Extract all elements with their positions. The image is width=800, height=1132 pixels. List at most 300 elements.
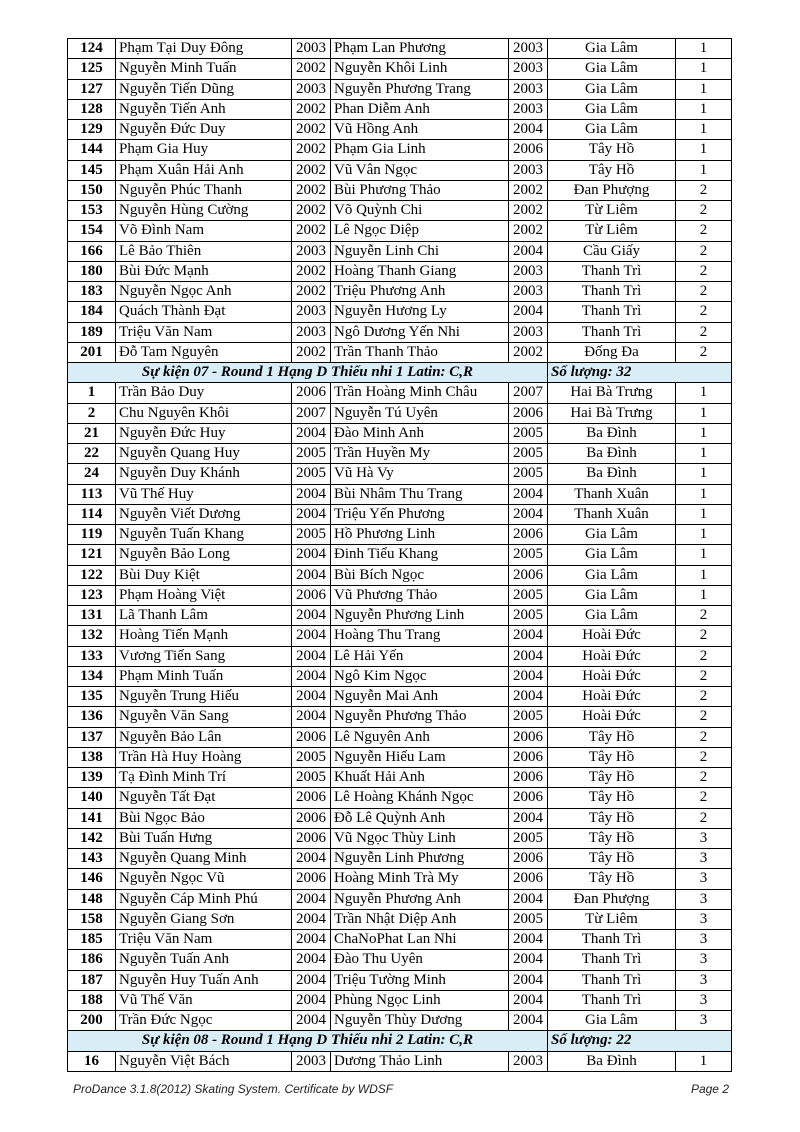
club-name: Gia Lâm xyxy=(548,39,676,59)
male-birth-year: 2006 xyxy=(292,585,331,605)
table-row xyxy=(68,261,732,281)
table-row xyxy=(68,626,732,646)
table-row xyxy=(68,1011,732,1031)
female-birth-year: 2004 xyxy=(509,1011,548,1031)
table-row xyxy=(68,687,732,707)
couple-number: 189 xyxy=(68,322,116,342)
female-birth-year: 2004 xyxy=(509,889,548,909)
club-name: Ba Đình xyxy=(548,464,676,484)
club-name: Tây Hồ xyxy=(548,160,676,180)
heat-group: 2 xyxy=(676,241,732,261)
couple-number: 140 xyxy=(68,788,116,808)
female-birth-year: 2004 xyxy=(509,970,548,990)
female-birth-year: 2003 xyxy=(509,79,548,99)
male-birth-year: 2007 xyxy=(292,403,331,423)
table-row xyxy=(68,768,732,788)
male-birth-year: 2004 xyxy=(292,626,331,646)
heat-group: 1 xyxy=(676,504,732,524)
male-birth-year: 2004 xyxy=(292,1011,331,1031)
male-dancer-name: Triệu Văn Nam xyxy=(116,322,292,342)
heat-group: 2 xyxy=(676,201,732,221)
female-dancer-name: Nguyễn Khôi Linh xyxy=(331,59,509,79)
female-dancer-name: Nguyễn Phương Thảo xyxy=(331,707,509,727)
male-dancer-name: Vũ Thế Văn xyxy=(116,990,292,1010)
female-birth-year: 2004 xyxy=(509,504,548,524)
couple-number: 134 xyxy=(68,666,116,686)
female-birth-year: 2006 xyxy=(509,788,548,808)
male-birth-year: 2004 xyxy=(292,666,331,686)
female-birth-year: 2003 xyxy=(509,59,548,79)
heat-group: 3 xyxy=(676,909,732,929)
male-birth-year: 2003 xyxy=(292,79,331,99)
female-dancer-name: Đào Minh Anh xyxy=(331,423,509,443)
table-row xyxy=(68,889,732,909)
female-dancer-name: Nguyễn Phương Anh xyxy=(331,889,509,909)
female-dancer-name: Trần Nhật Diệp Anh xyxy=(331,909,509,929)
table-row xyxy=(68,342,732,362)
heat-group: 2 xyxy=(676,322,732,342)
male-dancer-name: Chu Nguyên Khôi xyxy=(116,403,292,423)
club-name: Ba Đình xyxy=(548,444,676,464)
male-dancer-name: Nguyễn Hùng Cường xyxy=(116,201,292,221)
heat-group: 2 xyxy=(676,687,732,707)
male-birth-year: 2003 xyxy=(292,39,331,59)
male-dancer-name: Phạm Tại Duy Đông xyxy=(116,39,292,59)
club-name: Thanh Trì xyxy=(548,282,676,302)
couple-number: 158 xyxy=(68,909,116,929)
table-row xyxy=(68,869,732,889)
male-dancer-name: Nguyễn Việt Bách xyxy=(116,1051,292,1071)
heat-group: 2 xyxy=(676,261,732,281)
female-dancer-name: Triệu Phương Anh xyxy=(331,282,509,302)
heat-group: 1 xyxy=(676,423,732,443)
table-row xyxy=(68,79,732,99)
female-dancer-name: Lê Hoàng Khánh Ngọc xyxy=(331,788,509,808)
male-birth-year: 2002 xyxy=(292,140,331,160)
table-row xyxy=(68,646,732,666)
female-birth-year: 2005 xyxy=(509,707,548,727)
male-birth-year: 2002 xyxy=(292,59,331,79)
table-row xyxy=(68,140,732,160)
event-section-header xyxy=(68,363,732,383)
male-dancer-name: Nguyễn Ngọc Anh xyxy=(116,282,292,302)
male-birth-year: 2002 xyxy=(292,221,331,241)
table-row xyxy=(68,383,732,403)
female-birth-year: 2007 xyxy=(509,383,548,403)
male-dancer-name: Nguyễn Tiến Anh xyxy=(116,99,292,119)
table-row xyxy=(68,241,732,261)
couple-number: 188 xyxy=(68,990,116,1010)
female-birth-year: 2006 xyxy=(509,565,548,585)
female-birth-year: 2004 xyxy=(509,990,548,1010)
male-birth-year: 2004 xyxy=(292,849,331,869)
club-name: Thanh Xuân xyxy=(548,484,676,504)
table-row xyxy=(68,930,732,950)
club-name: Gia Lâm xyxy=(548,545,676,565)
heat-group: 3 xyxy=(676,828,732,848)
female-birth-year: 2003 xyxy=(509,99,548,119)
female-birth-year: 2004 xyxy=(509,626,548,646)
male-birth-year: 2002 xyxy=(292,261,331,281)
couple-number: 128 xyxy=(68,99,116,119)
table-row xyxy=(68,302,732,322)
heat-group: 3 xyxy=(676,970,732,990)
club-name: Gia Lâm xyxy=(548,606,676,626)
male-birth-year: 2003 xyxy=(292,302,331,322)
couple-number: 1 xyxy=(68,383,116,403)
female-dancer-name: Hoàng Minh Trà My xyxy=(331,869,509,889)
club-name: Hoài Đức xyxy=(548,626,676,646)
female-birth-year: 2004 xyxy=(509,687,548,707)
female-birth-year: 2004 xyxy=(509,484,548,504)
female-birth-year: 2006 xyxy=(509,768,548,788)
male-dancer-name: Vũ Thế Huy xyxy=(116,484,292,504)
male-dancer-name: Phạm Gia Huy xyxy=(116,140,292,160)
female-birth-year: 2002 xyxy=(509,201,548,221)
female-dancer-name: Trần Huyền My xyxy=(331,444,509,464)
club-name: Cầu Giấy xyxy=(548,241,676,261)
couple-number: 200 xyxy=(68,1011,116,1031)
male-birth-year: 2005 xyxy=(292,525,331,545)
table-row xyxy=(68,160,732,180)
table-row xyxy=(68,201,732,221)
couple-number: 143 xyxy=(68,849,116,869)
club-name: Thanh Trì xyxy=(548,970,676,990)
heat-group: 1 xyxy=(676,444,732,464)
male-dancer-name: Nguyễn Bảo Long xyxy=(116,545,292,565)
heat-group: 2 xyxy=(676,727,732,747)
female-birth-year: 2006 xyxy=(509,403,548,423)
heat-group: 2 xyxy=(676,747,732,767)
male-birth-year: 2004 xyxy=(292,484,331,504)
male-dancer-name: Nguyễn Trung Hiếu xyxy=(116,687,292,707)
heat-group: 3 xyxy=(676,990,732,1010)
table-row xyxy=(68,565,732,585)
female-birth-year: 2004 xyxy=(509,808,548,828)
club-name: Tây Hồ xyxy=(548,828,676,848)
female-dancer-name: ChaNoPhat Lan Nhi xyxy=(331,930,509,950)
table-row xyxy=(68,606,732,626)
table-row xyxy=(68,120,732,140)
female-birth-year: 2003 xyxy=(509,160,548,180)
female-birth-year: 2003 xyxy=(509,1051,548,1071)
female-birth-year: 2004 xyxy=(509,930,548,950)
male-birth-year: 2006 xyxy=(292,828,331,848)
couple-number: 113 xyxy=(68,484,116,504)
female-birth-year: 2006 xyxy=(509,849,548,869)
female-birth-year: 2006 xyxy=(509,140,548,160)
table-row xyxy=(68,788,732,808)
male-birth-year: 2003 xyxy=(292,1051,331,1071)
male-dancer-name: Hoàng Tiến Mạnh xyxy=(116,626,292,646)
female-dancer-name: Bùi Phương Thảo xyxy=(331,180,509,200)
female-dancer-name: Nguyễn Phương Linh xyxy=(331,606,509,626)
female-dancer-name: Nguyễn Hương Ly xyxy=(331,302,509,322)
club-name: Hai Bà Trưng xyxy=(548,383,676,403)
couple-number: 141 xyxy=(68,808,116,828)
female-dancer-name: Bùi Nhâm Thu Trang xyxy=(331,484,509,504)
table-row xyxy=(68,423,732,443)
female-dancer-name: Vũ Ngọc Thùy Linh xyxy=(331,828,509,848)
couple-number: 122 xyxy=(68,565,116,585)
heat-group: 3 xyxy=(676,869,732,889)
heat-group: 1 xyxy=(676,585,732,605)
female-birth-year: 2004 xyxy=(509,646,548,666)
male-dancer-name: Phạm Minh Tuấn xyxy=(116,666,292,686)
club-name: Từ Liêm xyxy=(548,201,676,221)
male-dancer-name: Nguyễn Quang Huy xyxy=(116,444,292,464)
male-birth-year: 2006 xyxy=(292,727,331,747)
table-row xyxy=(68,1051,732,1071)
club-name: Tây Hồ xyxy=(548,849,676,869)
heat-group: 2 xyxy=(676,808,732,828)
male-dancer-name: Phạm Xuân Hải Anh xyxy=(116,160,292,180)
couple-number: 135 xyxy=(68,687,116,707)
club-name: Thanh Xuân xyxy=(548,504,676,524)
male-birth-year: 2004 xyxy=(292,990,331,1010)
male-birth-year: 2006 xyxy=(292,808,331,828)
club-name: Gia Lâm xyxy=(548,1011,676,1031)
table-row xyxy=(68,464,732,484)
couple-number: 184 xyxy=(68,302,116,322)
club-name: Gia Lâm xyxy=(548,79,676,99)
male-birth-year: 2005 xyxy=(292,464,331,484)
club-name: Gia Lâm xyxy=(548,525,676,545)
couple-number: 144 xyxy=(68,140,116,160)
male-birth-year: 2004 xyxy=(292,687,331,707)
male-birth-year: 2006 xyxy=(292,788,331,808)
event-section-header xyxy=(68,1031,732,1051)
female-dancer-name: Nguyễn Phương Trang xyxy=(331,79,509,99)
female-dancer-name: Đỗ Lê Quỳnh Anh xyxy=(331,808,509,828)
female-dancer-name: Vũ Hồng Anh xyxy=(331,120,509,140)
couple-number: 146 xyxy=(68,869,116,889)
couple-number: 16 xyxy=(68,1051,116,1071)
heat-group: 3 xyxy=(676,849,732,869)
heat-group: 2 xyxy=(676,626,732,646)
male-dancer-name: Nguyễn Cáp Minh Phú xyxy=(116,889,292,909)
male-dancer-name: Tạ Đình Minh Trí xyxy=(116,768,292,788)
male-birth-year: 2002 xyxy=(292,160,331,180)
club-name: Thanh Trì xyxy=(548,261,676,281)
male-birth-year: 2005 xyxy=(292,768,331,788)
couple-number: 139 xyxy=(68,768,116,788)
male-birth-year: 2004 xyxy=(292,909,331,929)
club-name: Tây Hồ xyxy=(548,788,676,808)
event-title: Sự kiện 07 - Round 1 Hạng D Thiếu nhi 1 Latin: C,R xyxy=(68,363,548,383)
club-name: Hoài Đức xyxy=(548,687,676,707)
table-row xyxy=(68,849,732,869)
male-dancer-name: Bùi Duy Kiệt xyxy=(116,565,292,585)
male-dancer-name: Nguyễn Quang Minh xyxy=(116,849,292,869)
male-dancer-name: Nguyễn Minh Tuấn xyxy=(116,59,292,79)
female-birth-year: 2005 xyxy=(509,545,548,565)
club-name: Thanh Trì xyxy=(548,930,676,950)
female-birth-year: 2005 xyxy=(509,828,548,848)
female-birth-year: 2006 xyxy=(509,869,548,889)
couple-number: 154 xyxy=(68,221,116,241)
female-birth-year: 2004 xyxy=(509,666,548,686)
male-dancer-name: Lê Bảo Thiên xyxy=(116,241,292,261)
female-dancer-name: Nguyễn Tú Uyên xyxy=(331,403,509,423)
club-name: Hoài Đức xyxy=(548,646,676,666)
male-dancer-name: Triệu Văn Nam xyxy=(116,930,292,950)
couple-number: 180 xyxy=(68,261,116,281)
club-name: Đan Phượng xyxy=(548,889,676,909)
female-dancer-name: Phan Diễm Anh xyxy=(331,99,509,119)
female-birth-year: 2004 xyxy=(509,120,548,140)
couple-number: 121 xyxy=(68,545,116,565)
club-name: Thanh Trì xyxy=(548,950,676,970)
table-row xyxy=(68,504,732,524)
couple-number: 153 xyxy=(68,201,116,221)
male-dancer-name: Nguyễn Viết Dương xyxy=(116,504,292,524)
female-dancer-name: Nguyễn Linh Chi xyxy=(331,241,509,261)
male-dancer-name: Nguyễn Tuấn Anh xyxy=(116,950,292,970)
table-row xyxy=(68,282,732,302)
male-birth-year: 2004 xyxy=(292,646,331,666)
table-row xyxy=(68,828,732,848)
heat-group: 1 xyxy=(676,99,732,119)
male-birth-year: 2004 xyxy=(292,545,331,565)
table-row xyxy=(68,666,732,686)
male-birth-year: 2004 xyxy=(292,950,331,970)
female-dancer-name: Lê Ngọc Diệp xyxy=(331,221,509,241)
couple-number: 129 xyxy=(68,120,116,140)
female-birth-year: 2005 xyxy=(509,606,548,626)
couple-number: 132 xyxy=(68,626,116,646)
heat-group: 2 xyxy=(676,606,732,626)
male-dancer-name: Bùi Tuấn Hưng xyxy=(116,828,292,848)
male-dancer-name: Trần Đức Ngọc xyxy=(116,1011,292,1031)
club-name: Tây Hồ xyxy=(548,869,676,889)
male-dancer-name: Quách Thành Đạt xyxy=(116,302,292,322)
male-birth-year: 2004 xyxy=(292,423,331,443)
male-dancer-name: Lã Thanh Lâm xyxy=(116,606,292,626)
male-birth-year: 2002 xyxy=(292,282,331,302)
male-birth-year: 2002 xyxy=(292,99,331,119)
table-row xyxy=(68,59,732,79)
couple-number: 166 xyxy=(68,241,116,261)
female-dancer-name: Dương Thảo Linh xyxy=(331,1051,509,1071)
table-row xyxy=(68,221,732,241)
club-name: Hai Bà Trưng xyxy=(548,403,676,423)
table-row xyxy=(68,322,732,342)
female-dancer-name: Lê Hải Yến xyxy=(331,646,509,666)
couple-number: 2 xyxy=(68,403,116,423)
female-birth-year: 2003 xyxy=(509,261,548,281)
female-dancer-name: Vũ Vân Ngọc xyxy=(331,160,509,180)
male-birth-year: 2004 xyxy=(292,504,331,524)
heat-group: 1 xyxy=(676,160,732,180)
couple-number: 21 xyxy=(68,423,116,443)
table-row xyxy=(68,727,732,747)
footer-page-number: Page 2 xyxy=(690,1082,729,1096)
female-dancer-name: Triệu Tường Minh xyxy=(331,970,509,990)
female-dancer-name: Đinh Tiểu Khang xyxy=(331,545,509,565)
couple-number: 201 xyxy=(68,342,116,362)
male-birth-year: 2004 xyxy=(292,889,331,909)
heat-group: 1 xyxy=(676,140,732,160)
event-quantity: Số lượng: 22 xyxy=(548,1031,732,1051)
male-birth-year: 2006 xyxy=(292,869,331,889)
event-title: Sự kiện 08 - Round 1 Hạng D Thiếu nhi 2 Latin: C,R xyxy=(68,1031,548,1051)
male-dancer-name: Võ Đình Nam xyxy=(116,221,292,241)
couple-number: 145 xyxy=(68,160,116,180)
male-dancer-name: Bùi Đức Mạnh xyxy=(116,261,292,281)
male-dancer-name: Vương Tiến Sang xyxy=(116,646,292,666)
club-name: Thanh Trì xyxy=(548,302,676,322)
club-name: Từ Liêm xyxy=(548,909,676,929)
female-birth-year: 2003 xyxy=(509,39,548,59)
club-name: Ba Đình xyxy=(548,423,676,443)
couple-number: 124 xyxy=(68,39,116,59)
couple-number: 137 xyxy=(68,727,116,747)
male-birth-year: 2004 xyxy=(292,606,331,626)
female-birth-year: 2003 xyxy=(509,322,548,342)
male-dancer-name: Đỗ Tam Nguyên xyxy=(116,342,292,362)
table-row xyxy=(68,909,732,929)
club-name: Gia Lâm xyxy=(548,99,676,119)
table-row xyxy=(68,950,732,970)
heat-group: 1 xyxy=(676,403,732,423)
male-dancer-name: Nguyễn Giang Sơn xyxy=(116,909,292,929)
male-dancer-name: Nguyễn Văn Sang xyxy=(116,707,292,727)
female-dancer-name: Nguyễn Mai Anh xyxy=(331,687,509,707)
male-dancer-name: Nguyễn Phúc Thanh xyxy=(116,180,292,200)
table-row xyxy=(68,970,732,990)
female-birth-year: 2006 xyxy=(509,727,548,747)
table-row xyxy=(68,525,732,545)
female-dancer-name: Phùng Ngọc Linh xyxy=(331,990,509,1010)
heat-group: 3 xyxy=(676,1011,732,1031)
club-name: Gia Lâm xyxy=(548,585,676,605)
heat-group: 2 xyxy=(676,788,732,808)
couple-number: 114 xyxy=(68,504,116,524)
couple-number: 22 xyxy=(68,444,116,464)
club-name: Từ Liêm xyxy=(548,221,676,241)
heat-group: 2 xyxy=(676,342,732,362)
couple-number: 185 xyxy=(68,930,116,950)
couple-number: 150 xyxy=(68,180,116,200)
club-name: Thanh Trì xyxy=(548,990,676,1010)
club-name: Tây Hồ xyxy=(548,808,676,828)
female-birth-year: 2005 xyxy=(509,444,548,464)
couple-number: 125 xyxy=(68,59,116,79)
table-row xyxy=(68,545,732,565)
female-dancer-name: Vũ Phương Thảo xyxy=(331,585,509,605)
table-row xyxy=(68,585,732,605)
female-birth-year: 2005 xyxy=(509,909,548,929)
table-row xyxy=(68,180,732,200)
club-name: Hoài Đức xyxy=(548,666,676,686)
heat-group: 2 xyxy=(676,646,732,666)
male-birth-year: 2002 xyxy=(292,342,331,362)
club-name: Tây Hồ xyxy=(548,140,676,160)
male-dancer-name: Nguyễn Huy Tuấn Anh xyxy=(116,970,292,990)
heat-group: 2 xyxy=(676,180,732,200)
club-name: Tây Hồ xyxy=(548,727,676,747)
heat-group: 1 xyxy=(676,79,732,99)
club-name: Tây Hồ xyxy=(548,768,676,788)
male-birth-year: 2004 xyxy=(292,970,331,990)
male-dancer-name: Bùi Ngọc Bảo xyxy=(116,808,292,828)
club-name: Gia Lâm xyxy=(548,565,676,585)
female-dancer-name: Nguyễn Hiếu Lam xyxy=(331,747,509,767)
heat-group: 1 xyxy=(676,39,732,59)
table-row xyxy=(68,747,732,767)
table-row xyxy=(68,99,732,119)
